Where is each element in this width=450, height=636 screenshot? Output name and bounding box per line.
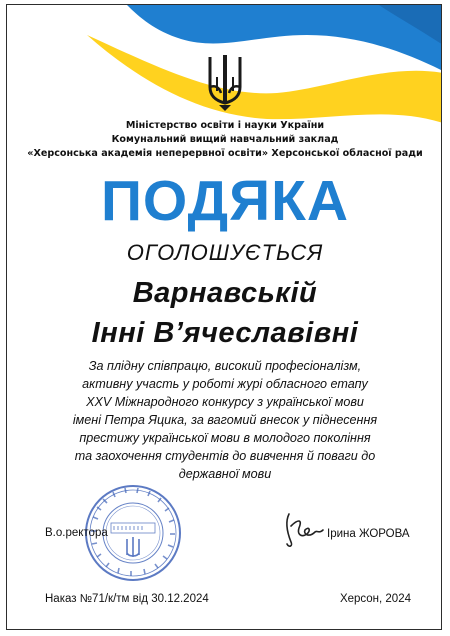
recipient-given-names: Інні В’ячеславівні	[91, 317, 359, 349]
signer-name: Ірина ЖОРОВА	[327, 528, 410, 540]
institution-type-line: Комунальний вищий навчальний заклад	[111, 134, 339, 145]
order-reference: Наказ №71/к/тм від 30.12.2024	[45, 593, 209, 605]
place-and-year: Херсон, 2024	[339, 593, 411, 605]
announce-text: ОГОЛОШУЄТЬСЯ	[126, 240, 324, 265]
reason-line: імені Петра Яцика, за вагомий внесок у піднесення	[72, 413, 378, 427]
reason-line: престижу української мови в молодого покоління	[79, 431, 371, 445]
trident-icon	[205, 53, 245, 113]
signer-position: В.о.ректора	[45, 527, 108, 539]
reason-line: та заохочення студентів до вивчення й поваги до	[74, 449, 376, 463]
institution-name-line: «Херсонська академія неперервної освіти» Херсонської обласної ради	[27, 148, 423, 159]
award-reason	[7, 357, 442, 483]
reason-line: XXV Міжнародного конкурсу з української мови	[86, 395, 364, 409]
recipient-surname: Варнавській	[132, 277, 318, 309]
certificate-title: ПОДЯКА	[100, 169, 350, 233]
issuer-block	[7, 119, 442, 161]
ministry-line: Міністерство освіти і науки України	[125, 120, 325, 131]
reason-line: активну участь у роботі журі обласного етапу	[82, 377, 368, 391]
certificate-page	[6, 4, 442, 630]
reason-line: За плідну співпрацю, високий професіоналізм,	[88, 359, 362, 373]
reason-line: державної мови	[178, 467, 272, 481]
recipient-name	[7, 273, 442, 353]
handwritten-signature	[279, 508, 329, 552]
